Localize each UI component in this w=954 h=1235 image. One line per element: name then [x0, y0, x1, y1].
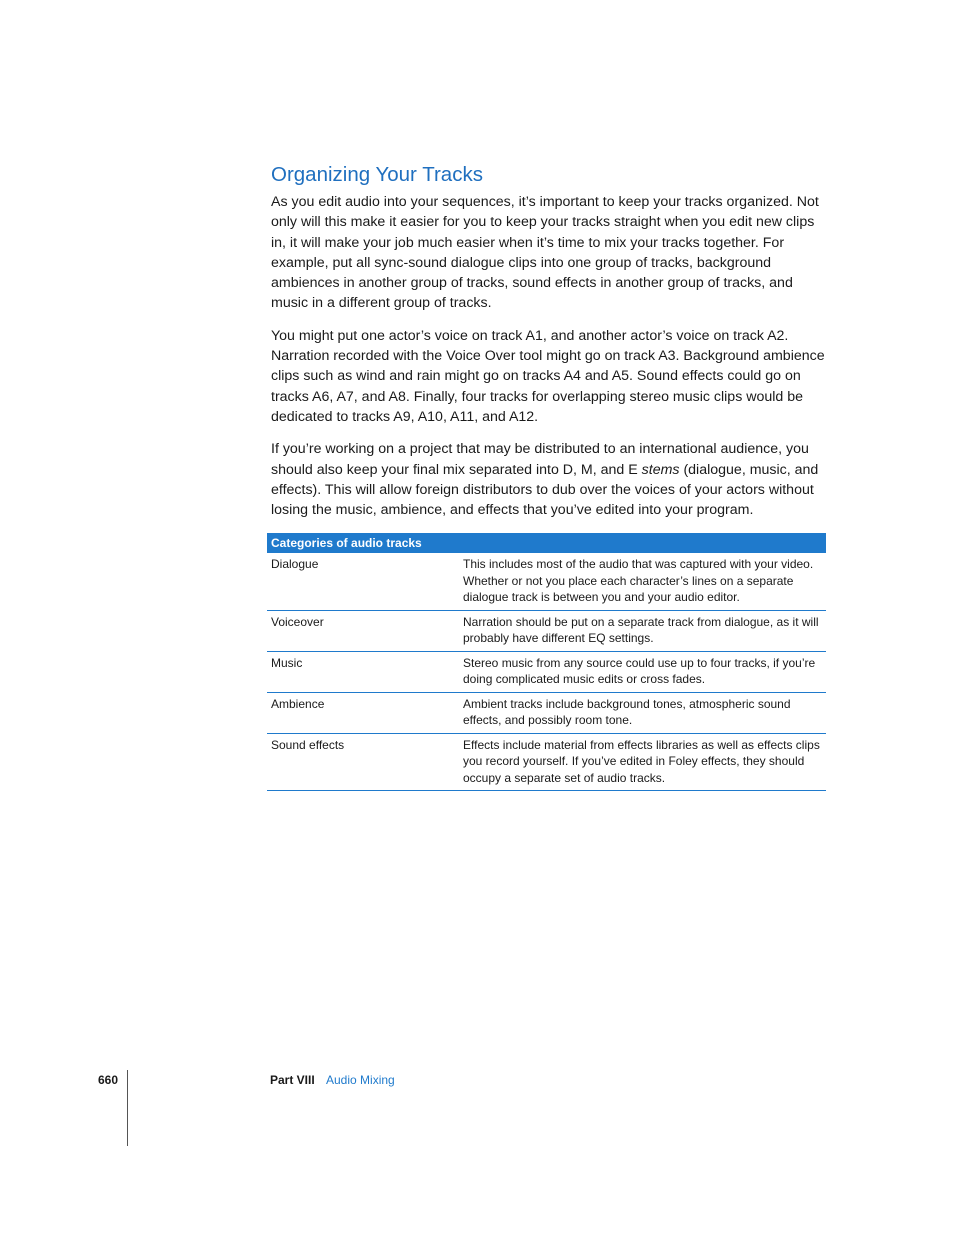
table-header-row	[267, 533, 826, 553]
table-cell-category: Music	[267, 651, 453, 692]
audio-categories-table	[267, 533, 826, 791]
table-cell-category: Sound effects	[267, 733, 453, 791]
table-row	[267, 610, 826, 651]
footer-chapter-link[interactable]: Audio Mixing	[326, 1073, 395, 1087]
paragraph-3-emphasis: stems	[641, 461, 680, 478]
table-header: Categories of audio tracks	[267, 533, 826, 553]
footer-part-label: Part VIII	[270, 1073, 315, 1087]
page-number: 660	[98, 1073, 119, 1087]
table-row	[267, 733, 826, 791]
table-cell-category: Ambience	[267, 692, 453, 733]
paragraph-2: You might put one actor’s voice on track A1, and another actor’s voice on track A2. Narration recorded with the Voice Over tool might go on track A3. Background ambience clips such as wind and rain might go on tracks A4 and A5. Sound effects could go on tracks A6, A7, and A8. Finally, four tracks for overlapping stereo music clips would be dedicated to tracks A9, A10, A11, and A12.	[271, 327, 825, 425]
table-row	[267, 553, 826, 610]
table-cell-description: This includes most of the audio that was captured with your video. Whether or not you place each character’s lines on a separate dialogue track is between you and your audio editor.	[453, 553, 826, 610]
main-content	[271, 162, 827, 532]
table-cell-description: Effects include material from effects libraries as well as effects clips you record yourself. If you’ve edited in Foley effects, they should occupy a separate set of audio tracks.	[453, 733, 826, 791]
paragraph-3-text-a: If you’re working on a project that may be distributed to an international audience, you should also keep your final mix separated into D, M, and E	[271, 441, 809, 478]
table-row	[267, 651, 826, 692]
table-cell-description: Ambient tracks include background tones, atmospheric sound effects, and possibly room tone.	[453, 692, 826, 733]
table-cell-category: Voiceover	[267, 610, 453, 651]
paragraph-3-text-b: (dialogue, music, and effects). This will allow foreign distributors to dub over the voices of your actors without losing the music, ambience, and effects that you’ve edited into your program.	[271, 461, 819, 519]
footer-divider	[127, 1070, 128, 1146]
table-cell-description: Narration should be put on a separate track from dialogue, as it will probably have different EQ settings.	[453, 610, 826, 651]
table-cell-description: Stereo music from any source could use up to four tracks, if you’re doing complicated music edits or cross fades.	[453, 651, 826, 692]
table-cell-category: Dialogue	[267, 553, 453, 610]
table-row	[267, 692, 826, 733]
paragraph-1: As you edit audio into your sequences, it’s important to keep your tracks organized. Not only will this make it easier for you to keep your tracks straight when you edit new clips in, it will make your job much easier when it’s time to mix your tracks together. For example, put all sync-sound dialogue clips into one group of tracks, background ambiences in another group of tracks, sound effects in another group of tracks, and music in a different group of tracks.	[271, 194, 819, 312]
section-title: Organizing Your Tracks	[271, 163, 483, 186]
paragraph-3	[271, 439, 827, 520]
